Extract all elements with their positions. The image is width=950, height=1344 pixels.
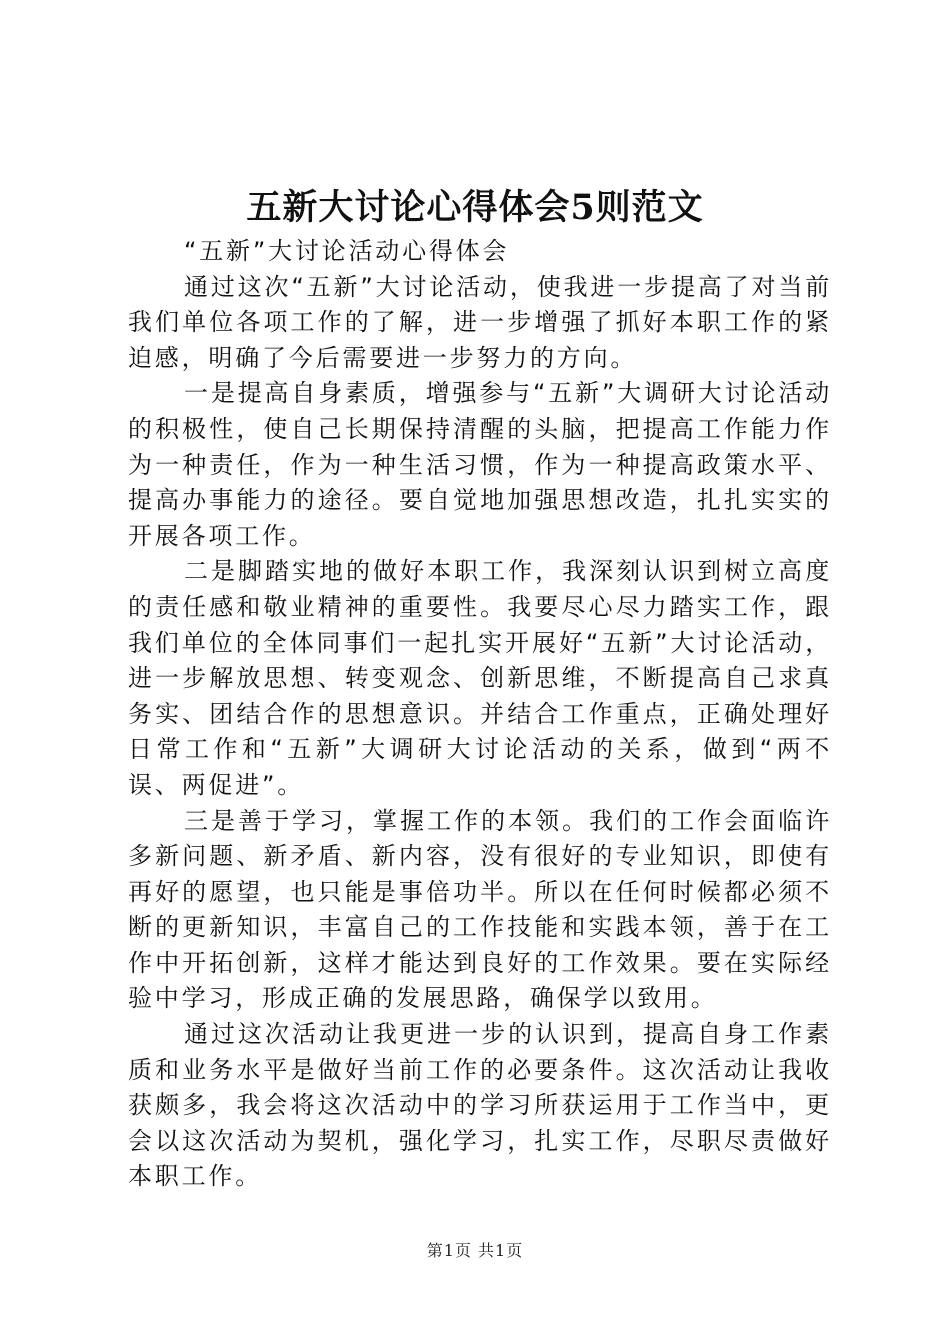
page-number-footer: 第1页 共1页 <box>426 1241 524 1260</box>
document-body <box>128 234 832 1195</box>
subtitle-paragraph: “五新”大讨论活动心得体会 <box>184 237 510 265</box>
body-paragraph: 通过这次“五新”大讨论活动，使我进一步提高了对当前我们单位各项工作的了解，进一步增强了抓好本职工作的紧迫感，明确了今后需要进一步努力的方向。 <box>128 272 832 372</box>
body-paragraph: 二是脚踏实地的做好本职工作，我深刻认识到树立高度的责任感和敬业精神的重要性。我要尽心尽力踏实工作，跟我们单位的全体同事们一起扎实开展好“五新”大讨论活动，进一步解放思想、转变观念、创新思维，不断提高自己求真务实、团结合作的思想意识。并结合工作重点，正确处理好日常工作和“五新”大调研大讨论活动的关系，做到“两不误、两促进”。 <box>128 557 832 799</box>
document-title: 五新大讨论心得体会5则范文 <box>246 187 704 228</box>
body-paragraph: 通过这次活动让我更进一步的认识到，提高自身工作素质和业务水平是做好当前工作的必要条件。这次活动让我收获颇多，我会将这次活动中的学习所获运用于工作当中，更会以这次活动为契机，强化学习，扎实工作，尽职尽责做好本职工作。 <box>128 1020 832 1191</box>
body-paragraph: 三是善于学习，掌握工作的本领。我们的工作会面临许多新问题、新矛盾、新内容，没有很好的专业知识，即使有再好的愿望，也只能是事倍功半。所以在任何时候都必须不断的更新知识，丰富自己的工作技能和实践本领，善于在工作中开拓创新，这样才能达到良好的工作效果。要在实际经验中学习，形成正确的发展思路，确保学以致用。 <box>128 806 832 1013</box>
body-paragraph: 一是提高自身素质，增强参与“五新”大调研大讨论活动的积极性，使自己长期保持清醒的头脑，把提高工作能力作为一种责任，作为一种生活习惯，作为一种提高政策水平、提高办事能力的途径。要自觉地加强思想改造，扎扎实实的开展各项工作。 <box>128 379 832 550</box>
